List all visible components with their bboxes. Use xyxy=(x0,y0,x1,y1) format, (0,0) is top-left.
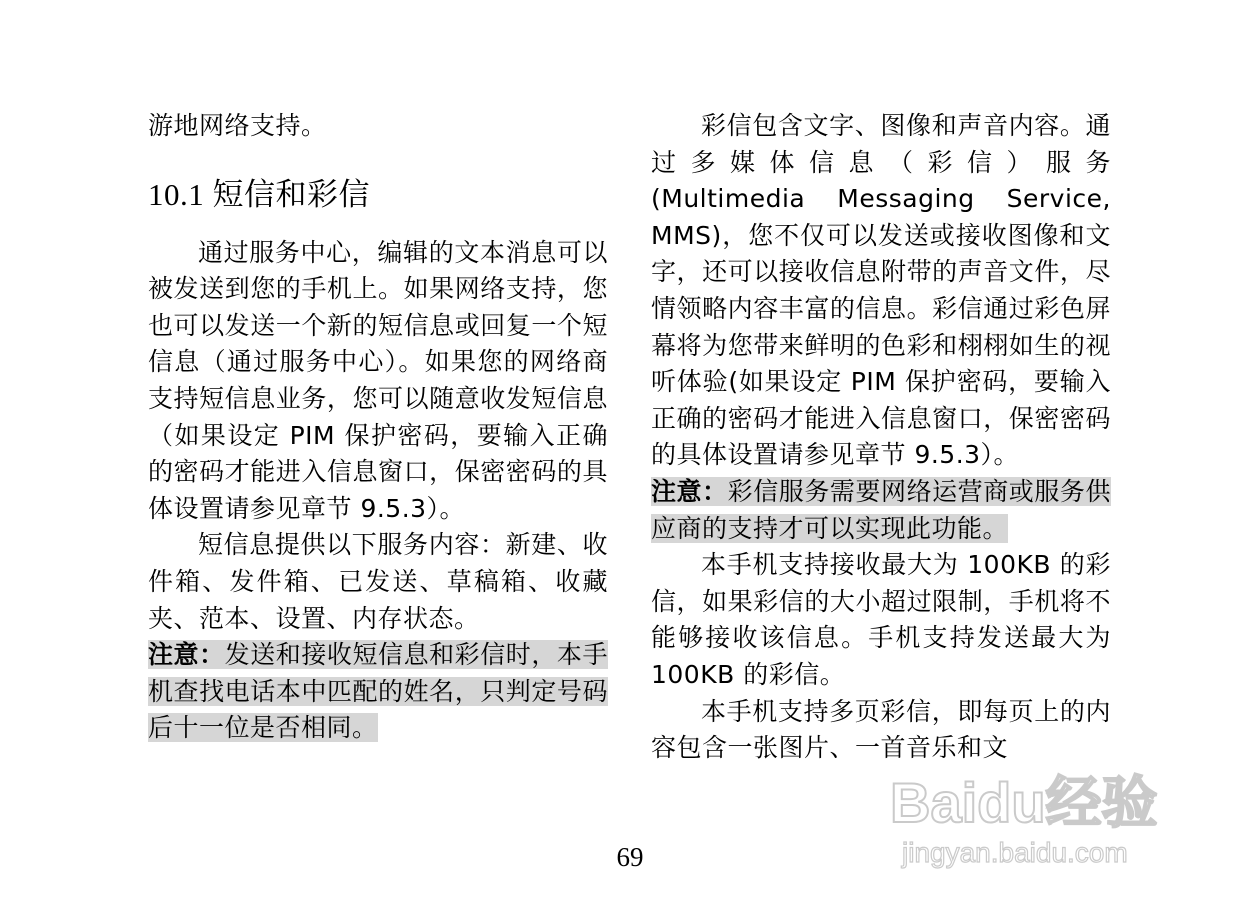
watermark-brand: Baidu经验 xyxy=(890,771,1158,834)
mms-intro-paragraph: 彩信包含文字、图像和声音内容。通过多媒体信息（彩信）服务(Multimedia Messaging Service, MMS)，您不仅可以发送或接收图像和文字，还可以接收信息附带的声音文件，尽情领略内容丰富的信息。彩信通过彩色屏幕将为您带来鲜明的色彩和栩栩如生的视听体验(如果设定 PIM 保护密码，要输入正确的密码才能进入信息窗口，保密密码的具体设置请参见章节 9.5.3）。 xyxy=(651,111,1111,470)
sms-services-paragraph: 短信息提供以下服务内容：新建、收件箱、发件箱、已发送、草稿箱、收藏夹、范本、设置、内存状态。 xyxy=(148,530,608,633)
right-column xyxy=(651,108,1111,767)
watermark-url: jingyan.baidu.com xyxy=(902,837,1128,868)
section-heading: 10.1 短信和彩信 xyxy=(148,176,370,212)
note-label: 注意： xyxy=(651,476,728,506)
sms-intro-paragraph: 通过服务中心，编辑的文本消息可以被发送到您的手机上。如果网络支持，您也可以发送一个新的短信息或回复一个短信息（通过服务中心）。如果您的网络商支持短信息业务，您可以随意收发短信息（如果设定 PIM 保护密码，要输入正确的密码才能进入信息窗口，保密密码的具体设置请参见章节 9.5.3）。 xyxy=(148,237,608,523)
sms-note xyxy=(148,637,608,747)
left-column xyxy=(148,108,608,747)
note-text: 彩信服务需要网络运营商或服务供应商的支持才可以实现此功能。 xyxy=(651,476,1111,543)
continued-paragraph: 游地网络支持。 xyxy=(148,111,327,140)
mms-note xyxy=(651,474,1111,547)
note-label: 注意： xyxy=(148,640,225,670)
note-text: 发送和接收短信息和彩信时，本手机查找电话本中匹配的姓名，只判定号码后十一位是否相同。 xyxy=(148,640,608,743)
mms-multipage-paragraph: 本手机支持多页彩信，即每页上的内容包含一张图片、一首音乐和文 xyxy=(651,696,1111,763)
mms-size-paragraph: 本手机支持接收最大为 100KB 的彩信，如果彩信的大小超过限制，手机将不能够接收该信息。手机支持发送最大为 100KB 的彩信。 xyxy=(651,550,1111,689)
page-number: 69 xyxy=(616,842,644,872)
